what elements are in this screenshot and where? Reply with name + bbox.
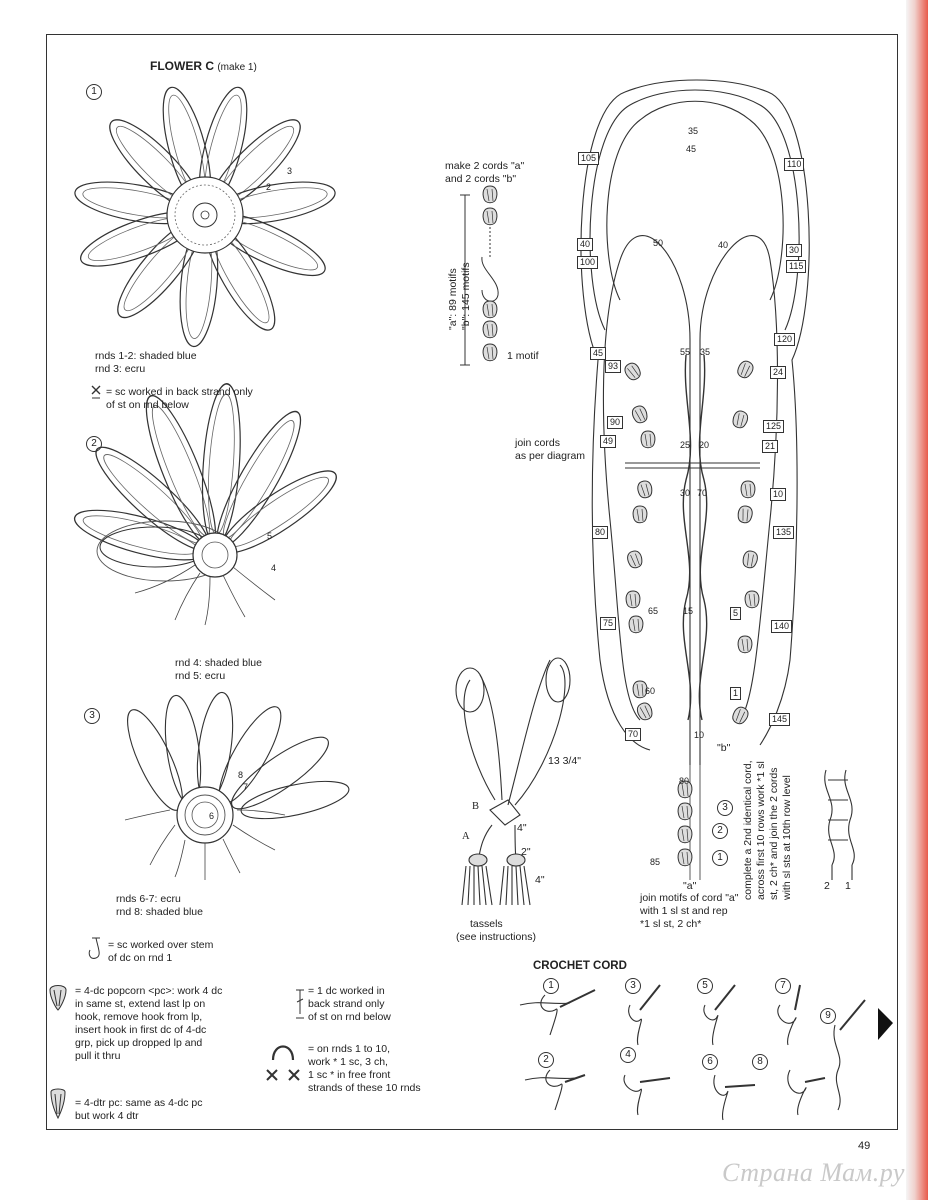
step2-number: 2: [86, 436, 102, 452]
cord-box-left: 70: [625, 728, 641, 741]
tassel-label-a: A: [462, 831, 470, 842]
flower-step2-drawing: [70, 383, 345, 625]
cord-inner-number: 70: [697, 488, 708, 498]
cords-motifs-b: "b": 145 motifs: [460, 262, 472, 330]
step3-label-8: 8: [238, 770, 244, 780]
crochet-step-2: 2: [538, 1052, 554, 1068]
step2-label-4: 4: [271, 563, 277, 573]
watermark: Страна Мам.ру: [722, 1158, 905, 1187]
step3-round-b: rnd 8: shaded blue: [116, 906, 203, 918]
flower-c-title-main: FLOWER C: [150, 59, 214, 73]
cord-circle-number: 2: [712, 823, 728, 839]
legend-popcorn-line1: = 4-dc popcorn <pc>: work 4 dc: [75, 985, 223, 997]
step2-round-a: rnd 4: shaded blue: [175, 657, 262, 669]
cord-box-right: 140: [771, 620, 792, 633]
legend-popcorn-line6: pull it thru: [75, 1050, 121, 1062]
complete-line1: complete a 2nd identical cord,: [742, 760, 754, 900]
join-motifs-line2: with 1 sl st and rep: [640, 905, 728, 917]
cord-box-right: 135: [773, 526, 794, 539]
cord-box-left: 75: [600, 617, 616, 630]
legend-rnds-1-10: [308, 1043, 421, 1095]
legend-dc-back: [308, 985, 391, 1024]
step3-round-a: rnds 6-7: ecru: [116, 893, 181, 905]
cord-box-left: 49: [600, 435, 616, 448]
legend-popcorn-line4: insert hook in first dc of 4-dc: [75, 1024, 207, 1036]
step1-round-a: rnds 1-2: shaded blue: [95, 350, 197, 362]
legend-dtr-pc: [75, 1097, 203, 1123]
cord-box-left: 105: [578, 152, 599, 165]
legend-dc-line1: = 1 dc worked in: [308, 985, 385, 997]
cords-join-line1: join cords: [515, 437, 560, 449]
step3-label-7: 7: [243, 782, 249, 792]
page-number: 49: [858, 1140, 871, 1152]
legend-popcorn-line2: in same st, extend last lp on: [75, 998, 206, 1010]
cord-inner-number: 35: [688, 126, 699, 136]
legend-rnds-line2: work * 1 sc, 3 ch,: [308, 1056, 388, 1068]
cord-box-left: 40: [577, 238, 593, 251]
step2-label-5: 5: [267, 531, 273, 541]
step3-number: 3: [84, 708, 100, 724]
stem-key-a: = sc worked over stem: [108, 939, 214, 951]
cord-label-b: "b": [717, 742, 731, 754]
crochet-cord-title: CROCHET CORD: [533, 960, 627, 972]
stem-key-b: of dc on rnd 1: [108, 952, 173, 964]
tassel-length-4a: 4": [517, 822, 527, 834]
cord-box-right: 1: [730, 687, 741, 700]
cord-inner-number: 55: [680, 347, 691, 357]
cord-inner-number: 50: [653, 238, 664, 248]
cord-layout-drawing: [581, 80, 809, 880]
cord-inner-number: 30: [680, 488, 691, 498]
cord-inner-number: 60: [645, 686, 656, 696]
cord-box-right: 5: [730, 607, 741, 620]
joined-cord-detail: [825, 770, 855, 880]
legend-dtr-line2: but work 4 dtr: [75, 1110, 139, 1122]
step1-number: 1: [86, 84, 102, 100]
cord-inner-number: 15: [683, 606, 694, 616]
cord-inner-number: 35: [700, 347, 711, 357]
cord-box-right: 120: [774, 333, 795, 346]
cord-box-left: 100: [577, 256, 598, 269]
crochet-step-6: 6: [702, 1054, 718, 1070]
cords-make-line1: make 2 cords "a": [445, 160, 525, 172]
crochet-step-8: 8: [752, 1054, 768, 1070]
cord-box-right: 115: [786, 260, 806, 273]
cord-inner-number: 65: [648, 606, 659, 616]
complete-line4: with sl sts at 10th row level: [781, 775, 793, 900]
step3-label-6: 6: [209, 811, 215, 821]
cord-inner-number: 10: [694, 730, 705, 740]
crochet-step-1: 1: [543, 978, 559, 994]
crochet-step-9: 9: [820, 1008, 836, 1024]
legend-rnds-line1: = on rnds 1 to 10,: [308, 1043, 391, 1055]
cords-join-line2: as per diagram: [515, 450, 586, 462]
crochet-step-4: 4: [620, 1047, 636, 1063]
complete-line2: across first 10 rows work *1 sl: [755, 761, 767, 900]
legend-dc-line3: of st on rnd below: [308, 1011, 391, 1023]
page-turn-marker: [878, 1008, 893, 1040]
cord-box-right: 21: [762, 440, 778, 453]
step1-round-b: rnd 3: ecru: [95, 363, 146, 375]
cord-inner-number: 80: [679, 776, 690, 786]
crochet-step-7: 7: [775, 978, 791, 994]
cord-box-right: 125: [763, 420, 784, 433]
cord-box-right: 24: [770, 366, 786, 379]
cord-label-a: "a": [683, 880, 697, 892]
cords-one-motif: 1 motif: [507, 350, 539, 362]
step1-label-2: 2: [266, 182, 272, 192]
crochet-step-3: 3: [625, 978, 641, 994]
crochet-step-5: 5: [697, 978, 713, 994]
legend-rnds-line4: strands of these 10 rnds: [308, 1082, 421, 1094]
cord-box-left: 90: [607, 416, 623, 429]
legend-popcorn-line3: hook, remove hook from lp,: [75, 1011, 203, 1023]
cord-circle-number: 3: [717, 800, 733, 816]
cord-inner-number: 20: [699, 440, 710, 450]
legend-popcorn-line5: grp, pick up dropped lp and: [75, 1037, 203, 1049]
flower-c-title: [150, 60, 257, 74]
tassel-label-b: B: [472, 801, 480, 812]
cord-box-left: 93: [605, 360, 621, 373]
cord-circle-number: 1: [712, 850, 728, 866]
cords-motifs-a: "a": 89 motifs: [447, 268, 459, 330]
step1-key-b: of st on rnd below: [106, 399, 189, 411]
legend-dtr-line1: = 4-dtr pc: same as 4-dc pc: [75, 1097, 203, 1109]
tassel-caption-line2: (see instructions): [456, 931, 536, 943]
step1-key-a: = sc worked in back strand only: [106, 386, 253, 398]
cord-box-right: 30: [786, 244, 802, 257]
flower-c-title-note: (make 1): [217, 62, 257, 73]
side-num-2: 2: [824, 880, 830, 892]
complete-line3: st, 2 ch* and join the 2 cords: [768, 767, 780, 900]
step2-round-b: rnd 5: ecru: [175, 670, 226, 682]
cord-box-left: 45: [590, 347, 606, 360]
join-motifs-line3: *1 sl st, 2 ch*: [640, 918, 702, 930]
cord-box-right: 110: [784, 158, 804, 171]
flower-step3-drawing: [117, 690, 352, 880]
flower-step1-drawing: [72, 83, 338, 348]
cord-inner-number: 85: [650, 857, 661, 867]
tassel-caption-line1: tassels: [470, 918, 503, 930]
cord-inner-number: 25: [680, 440, 691, 450]
tassel-length-long: 13 3/4": [548, 755, 581, 767]
cord-box-right: 10: [770, 488, 786, 501]
tassel-length-4b: 4": [535, 874, 545, 886]
cord-box-left: 80: [592, 526, 608, 539]
cords-make-line2: and 2 cords "b": [445, 173, 517, 185]
legend-popcorn: [75, 985, 222, 1063]
step1-label-3: 3: [287, 166, 293, 176]
tassels-drawing: [456, 658, 570, 905]
legend-dc-line2: back strand only: [308, 998, 385, 1010]
crochet-cord-steps: [520, 985, 865, 1120]
legend-rnds-line3: 1 sc * in free front: [308, 1069, 391, 1081]
cord-inner-number: 40: [718, 240, 729, 250]
cord-inner-number: 45: [686, 144, 697, 154]
cord-box-right: 145: [769, 713, 790, 726]
tassel-length-2: 2": [521, 846, 531, 858]
join-motifs-line1: join motifs of cord "a": [640, 892, 739, 904]
side-num-1: 1: [845, 880, 851, 892]
